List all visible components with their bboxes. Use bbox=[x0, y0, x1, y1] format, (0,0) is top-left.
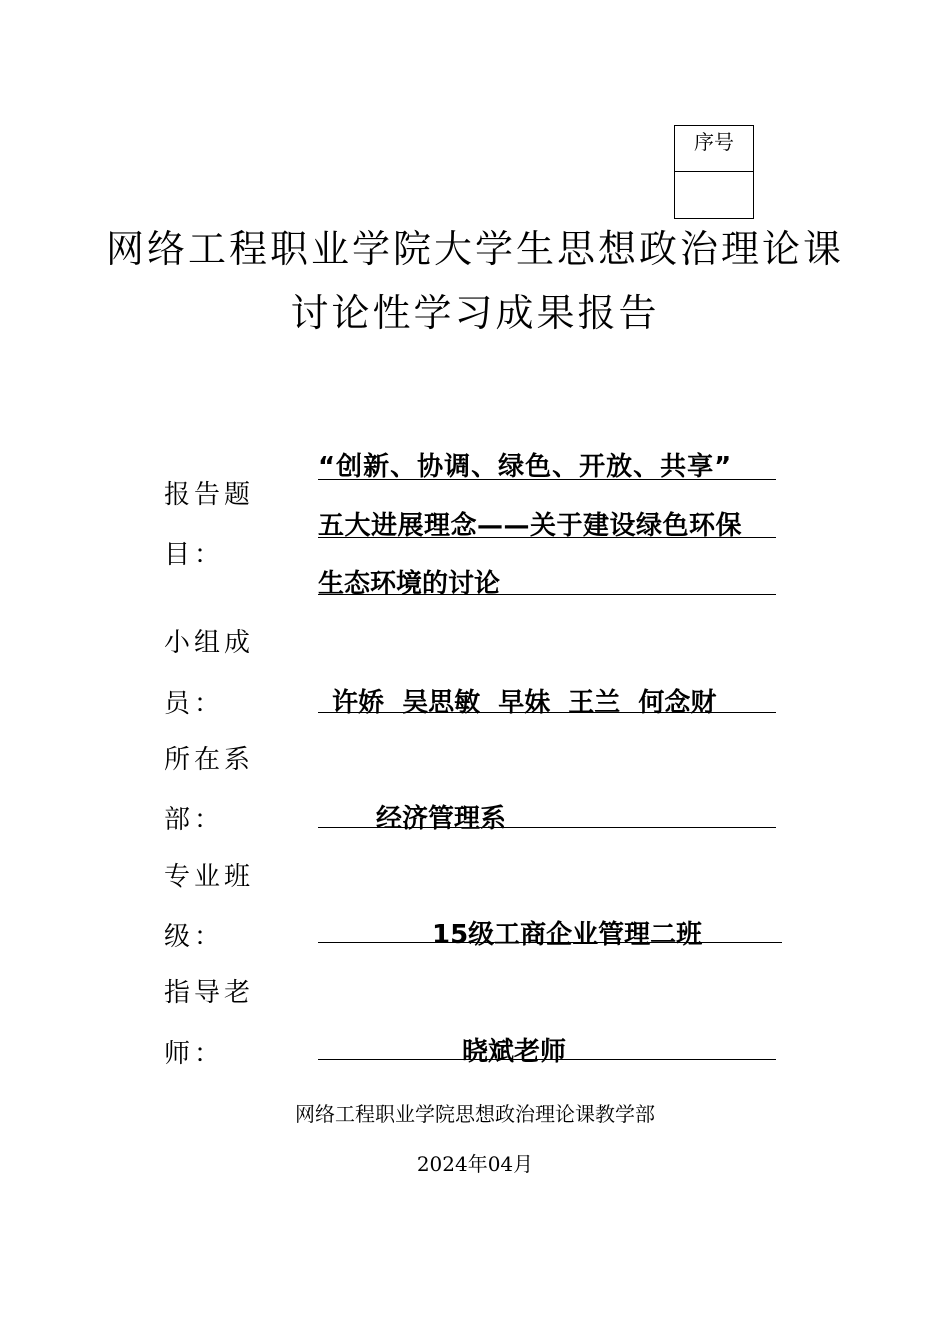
major-class-value: 15级工商企业管理二班 bbox=[432, 920, 703, 950]
department-value: 经济管理系 bbox=[376, 804, 507, 834]
topic-label-line-2: 目： bbox=[164, 540, 225, 570]
advisor-value: 晓斌老师 bbox=[462, 1037, 567, 1067]
topic-label-line-1: 报告题 bbox=[164, 480, 255, 510]
major-class-underline bbox=[318, 942, 782, 943]
members-label-line-2: 员： bbox=[164, 689, 225, 719]
topic-value-line-3: 生态环境的讨论 bbox=[318, 569, 501, 599]
advisor-label-line-2: 师： bbox=[164, 1039, 225, 1069]
page-title-line-1: 网络工程职业学院大学生思想政治理论课 bbox=[105, 227, 844, 271]
page-title-line-2: 讨论性学习成果报告 bbox=[290, 291, 660, 335]
members-underline bbox=[318, 712, 776, 713]
advisor-underline bbox=[318, 1059, 776, 1060]
serial-number-box bbox=[674, 125, 754, 219]
members-value: 许娇 吴思敏 早妹 王兰 何念财 bbox=[332, 688, 717, 718]
department-underline bbox=[318, 827, 776, 828]
topic-value-line-1: “创新、协调、绿色、开放、共享” bbox=[318, 452, 733, 482]
serial-number-label: 序号 bbox=[675, 126, 753, 172]
major-class-label-line-1: 专业班 bbox=[164, 862, 255, 892]
topic-underline-3 bbox=[318, 594, 776, 595]
department-label-line-1: 所在系 bbox=[164, 745, 255, 775]
advisor-label-line-1: 指导老 bbox=[164, 978, 255, 1008]
footer-organization: 网络工程职业学院思想政治理论课教学部 bbox=[295, 1102, 655, 1126]
topic-value-line-2: 五大进展理念——关于建设绿色环保 bbox=[318, 511, 743, 541]
topic-underline-1 bbox=[318, 479, 776, 480]
members-label-line-1: 小组成 bbox=[164, 628, 255, 658]
serial-number-value bbox=[675, 172, 753, 218]
footer-date: 2024年04月 bbox=[416, 1152, 534, 1176]
department-label-line-2: 部： bbox=[164, 805, 225, 835]
topic-underline-2 bbox=[318, 537, 776, 538]
major-class-label-line-2: 级： bbox=[164, 922, 225, 952]
